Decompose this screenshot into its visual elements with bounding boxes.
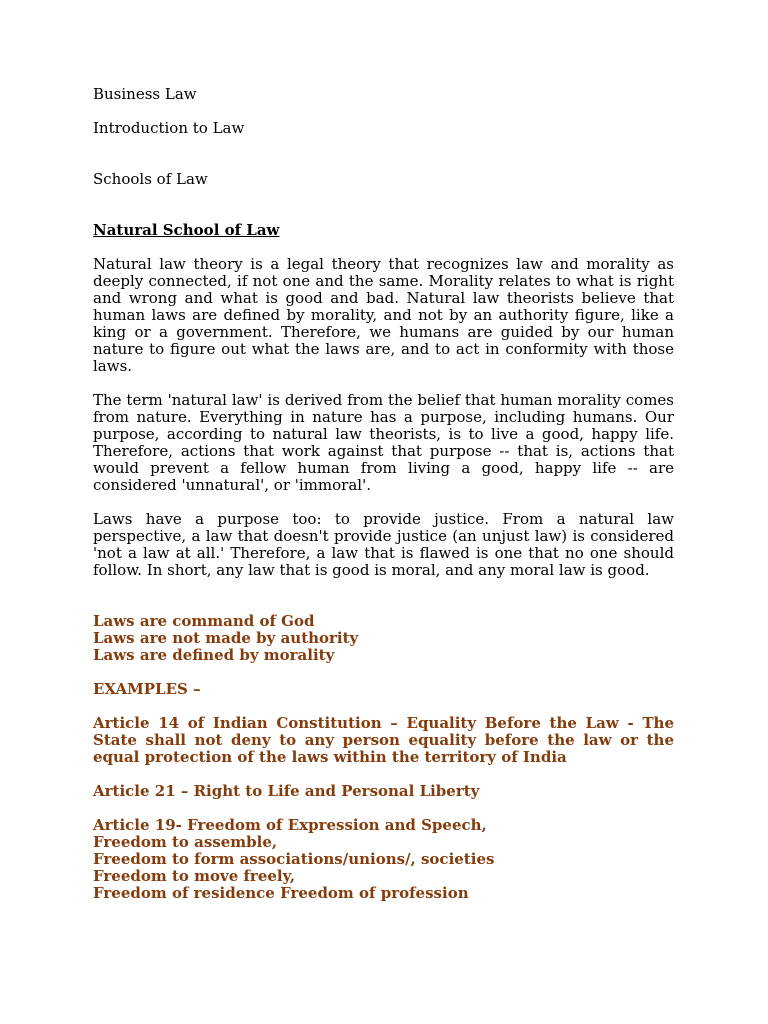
paragraph-3: Laws have a purpose too: to provide justice. From a natural law perspective, a law that doesn't provide justice (an unjust law) is considered 'not a law at all.' Therefore, a law that is flawed is one that no one should follow. In short, any law that is good is moral, and any moral law is good. — [93, 510, 674, 579]
paragraph-1: Natural law theory is a legal theory that recognizes law and morality as deeply connected, if not one and the same. Morality relates to what is right and wrong and what is good and bad. Natural law theorists believe that human laws are defined by morality, and not by an authority figure, like a king or a government. Therefore, we humans are guided by our human nature to figure out what the laws are, and to act in conformity with those laws. — [93, 255, 674, 375]
section-title: Schools of Law — [93, 170, 208, 188]
article-19-line: Freedom to form associations/unions/, societies — [93, 850, 495, 868]
paragraph-2: The term 'natural law' is derived from the belief that human morality comes from nature. Everything in nature has a purpose, including humans. Our purpose, according to natural law theorists, is to live a good, happy life. Therefore, actions that work against that purpose -- that is, actions that would prevent a fellow human from living a good, happy life -- are considered 'unnatural', or 'immoral'. — [93, 391, 674, 494]
examples-label: EXAMPLES – — [93, 680, 201, 698]
document-subtitle: Introduction to Law — [93, 119, 245, 137]
article-19-line: Freedom of residence Freedom of profession — [93, 884, 469, 902]
document-page — [93, 86, 674, 902]
section-heading: Natural School of Law — [93, 221, 280, 239]
article-19-line: Article 19- Freedom of Expression and Speech, — [93, 816, 487, 834]
document-title: Business Law — [93, 85, 197, 103]
article-21-text: Article 21 – Right to Life and Personal Liberty — [93, 782, 480, 800]
principle-line: Laws are command of God — [93, 612, 315, 630]
principle-line: Laws are defined by morality — [93, 646, 335, 664]
article-19-line: Freedom to move freely, — [93, 867, 296, 885]
article-19-line: Freedom to assemble, — [93, 833, 278, 851]
article-14-text: Article 14 of Indian Constitution – Equality Before the Law - The State shall not deny to any person equality before the law or the equal protection of the laws within the territory of India — [93, 714, 674, 766]
principle-line: Laws are not made by authority — [93, 629, 359, 647]
